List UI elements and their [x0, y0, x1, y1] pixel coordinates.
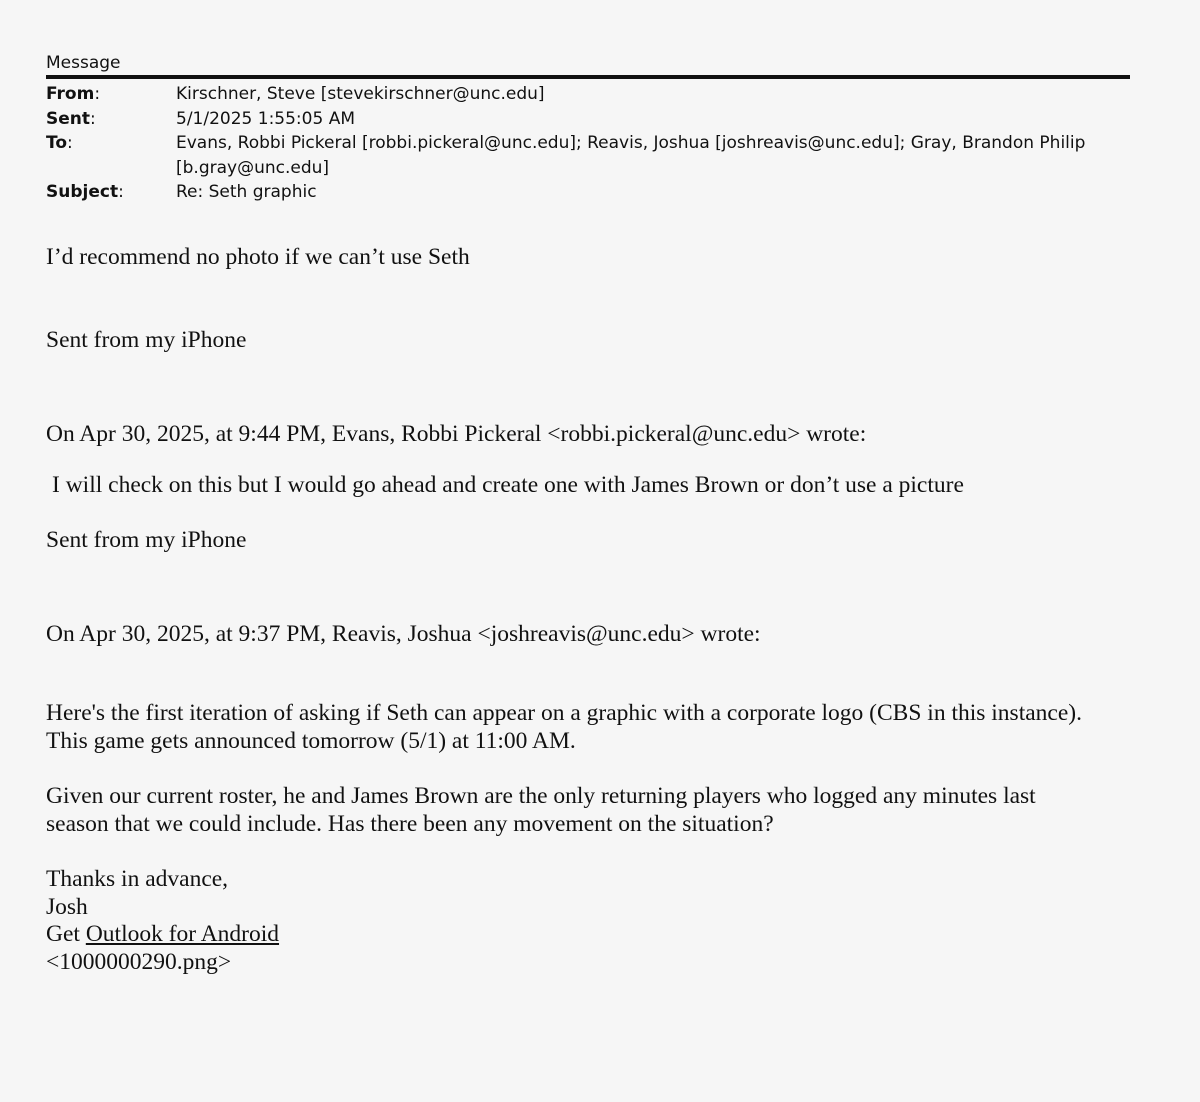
from-value: Kirschner, Steve [stevekirschner@unc.edu] — [176, 84, 545, 104]
sent-row — [46, 107, 1130, 132]
paragraph-2-line-2: season that we could include. Has there been any movement on the situation? — [46, 811, 774, 837]
closing-line: Thanks in advance, — [46, 866, 229, 892]
to-key-label: To — [46, 133, 68, 153]
paragraph-1-line-2: This game gets announced tomorrow (5/1) at 11:00 AM. — [46, 728, 576, 754]
from-row — [46, 82, 1130, 107]
to-value: Evans, Robbi Pickeral [robbi.pickeral@unc.edu]; Reavis, Joshua [joshreavis@unc.edu]; Gray, Brandon Philip [b.gray@unc.edu] — [176, 133, 1086, 178]
sent-key-colon: : — [90, 108, 96, 129]
quote-1-header: On Apr 30, 2025, at 9:44 PM, Evans, Robbi Pickeral <robbi.pickeral@unc.edu> wrote: — [46, 421, 867, 447]
reply-line: I’d recommend no photo if we can’t use Seth — [46, 244, 470, 270]
subject-key-colon: : — [118, 182, 124, 202]
subject-key — [46, 180, 176, 205]
subject-row — [46, 180, 1130, 205]
sent-key — [46, 107, 176, 132]
subject-key-label: Subject — [46, 182, 119, 202]
paragraph-1-line-1: Here's the first iteration of asking if Seth can appear on a graphic with a corporate logo (CBS in this instance). — [46, 700, 1082, 726]
get-prefix: Get — [46, 921, 86, 947]
sent-key-label: Sent — [46, 108, 91, 129]
to-row — [46, 131, 1130, 180]
get-outlook-line — [46, 920, 279, 948]
from-key-colon: : — [94, 84, 101, 104]
from-key — [46, 82, 176, 107]
to-key — [46, 131, 176, 180]
signature-iphone-2: Sent from my iPhone — [46, 527, 247, 553]
attachment-placeholder: <1000000290.png> — [46, 949, 232, 975]
quote-1-text: I will check on this but I would go ahead and create one with James Brown or don’t use a picture — [52, 472, 964, 498]
paragraph-2-line-1: Given our current roster, he and James Brown are the only returning players who logged any minutes last — [46, 783, 1036, 809]
header-divider — [46, 75, 1130, 79]
email-header — [46, 82, 1130, 205]
outlook-android-link[interactable]: Outlook for Android — [85, 921, 280, 947]
subject-value: Re: Seth graphic — [176, 182, 317, 202]
from-key-label: From — [46, 84, 95, 104]
signature-iphone-1: Sent from my iPhone — [46, 327, 247, 353]
sent-value: 5/1/2025 1:55:05 AM — [176, 108, 355, 129]
sender-name: Josh — [46, 894, 88, 920]
to-key-colon: : — [67, 133, 73, 153]
quote-2-header: On Apr 30, 2025, at 9:37 PM, Reavis, Joshua <joshreavis@unc.edu> wrote: — [46, 621, 761, 647]
message-label: Message — [46, 53, 121, 73]
